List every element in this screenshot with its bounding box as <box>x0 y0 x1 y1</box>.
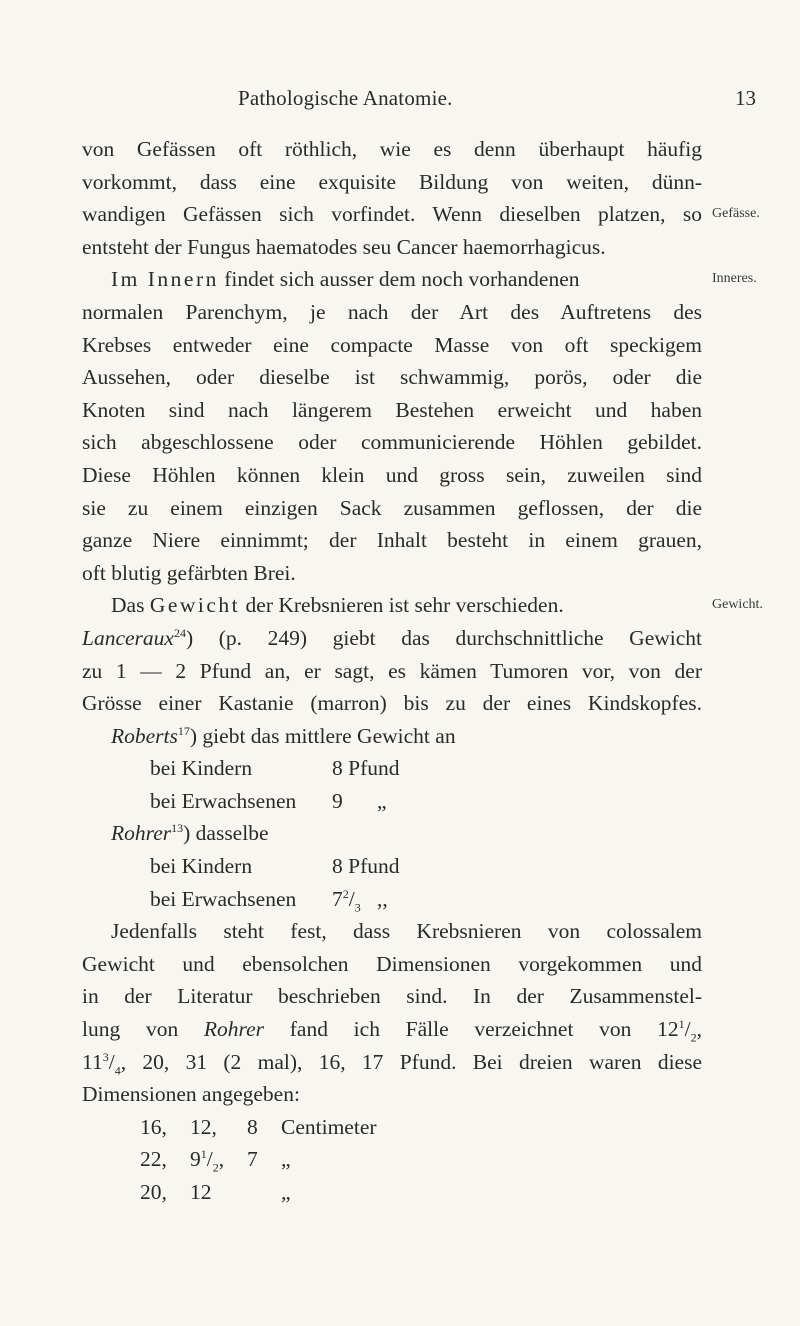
author-roberts: Roberts <box>111 723 178 748</box>
text-line: in der Literatur beschrieben sind. In der Zusammenstel- <box>82 984 702 1009</box>
page-header <box>0 86 800 116</box>
text-line: Aussehen, oder dieselbe ist schwammig, porös, oder die <box>82 365 702 390</box>
running-title: Pathologische Anatomie. <box>238 86 453 110</box>
text-line: lung von Rohrer fand ich Fälle verzeichnet von $12^1/_2$, <box>82 1016 702 1045</box>
table-row: 20, 12 „ <box>140 1180 291 1204</box>
author-lanceraux: Lanceraux <box>82 625 174 650</box>
table-row: bei Erwachsenen 9 „ <box>150 788 387 813</box>
author-rohrer: Rohrer <box>203 1017 265 1042</box>
text-line: Roberts$^{17}$) giebt das mittlere Gewicht an <box>111 723 456 748</box>
margin-note-gefaesse: Gefässe. <box>712 206 760 222</box>
table-row: 22, $9^1/_2$, 7 „ <box>140 1147 291 1175</box>
reference-number: 17 <box>177 723 190 738</box>
spaced-heading-gewicht: Gewicht <box>149 593 241 618</box>
text-line: entsteht der Fungus haematodes seu Cancer haemorrhagicus. <box>82 234 606 259</box>
text-line: Diese Höhlen können klein und gross sein, zuweilen sind <box>82 462 702 487</box>
text-line: Lanceraux$^{24}$) (p. 249) giebt das durchschnittliche Gewicht <box>82 625 702 650</box>
author-rohrer: Rohrer <box>111 821 172 846</box>
margin-note-gewicht: Gewicht. <box>712 597 763 613</box>
body-text <box>82 133 763 1209</box>
text-line: oft blutig gefärbten Brei. <box>82 560 296 585</box>
text-line: sie zu einem einzigen Sack zusammen geflossen, der die <box>82 495 702 520</box>
reference-number: 24 <box>173 625 186 640</box>
text-line: von Gefässen oft röthlich, wie es denn überhaupt häufig <box>82 137 702 161</box>
text-line: $11^3/_4$, 20, 31 (2 mal), 16, 17 Pfund. Bei dreien waren diese <box>82 1049 702 1077</box>
text-line: vorkommt, dass eine exquisite Bildung von weiten, dünn- <box>82 169 702 194</box>
text-line: Rohrer$^{13}$) dasselbe <box>111 821 269 846</box>
text-line: Jedenfalls steht fest, dass Krebsnieren von colossalem <box>111 919 702 944</box>
text-line: Das Gewicht der Krebsnieren ist sehr verschieden. Gewicht. <box>82 589 702 622</box>
text-line: Grösse einer Kastanie (marron) bis zu der eines Kindskopfes. <box>82 691 702 716</box>
reference-number: 13 <box>171 821 184 836</box>
table-row: bei Kindern 8 Pfund <box>150 756 400 781</box>
table-row: bei Erwachsenen $7^2/_3$ ,, <box>150 886 388 914</box>
text-line: Krebses entweder eine compacte Masse von oft speckigem <box>82 332 702 357</box>
table-row: bei Kindern 8 Pfund <box>150 854 400 879</box>
text-line: Im Innern findet sich ausser dem noch vorhandenen Inneres. <box>82 263 702 296</box>
text-line: wandigen Gefässen sich vorfindet. Wenn dieselben platzen, so Gefässe. <box>82 198 702 231</box>
text-line: zu 1 — 2 Pfund an, er sagt, es kämen Tumoren vor, von der <box>82 658 702 683</box>
text-line: Dimensionen angegeben: <box>82 1082 300 1107</box>
table-row: 16, 12, 8 Centimeter <box>140 1114 377 1139</box>
text-line: Gewicht und ebensolchen Dimensionen vorgekommen und <box>82 951 702 976</box>
text-line: sich abgeschlossene oder communicierende Höhlen gebildet. <box>82 430 702 455</box>
text-line: normalen Parenchym, je nach der Art des Auftretens des <box>82 299 702 324</box>
text-line: ganze Niere einnimmt; der Inhalt besteht in einem grauen, <box>82 528 702 553</box>
text-line: Knoten sind nach längerem Bestehen erweicht und haben <box>82 397 702 422</box>
spaced-heading-inneres: Im Innern <box>111 267 219 292</box>
page-number: 13 <box>735 86 756 110</box>
margin-note-inneres: Inneres. <box>712 271 757 287</box>
